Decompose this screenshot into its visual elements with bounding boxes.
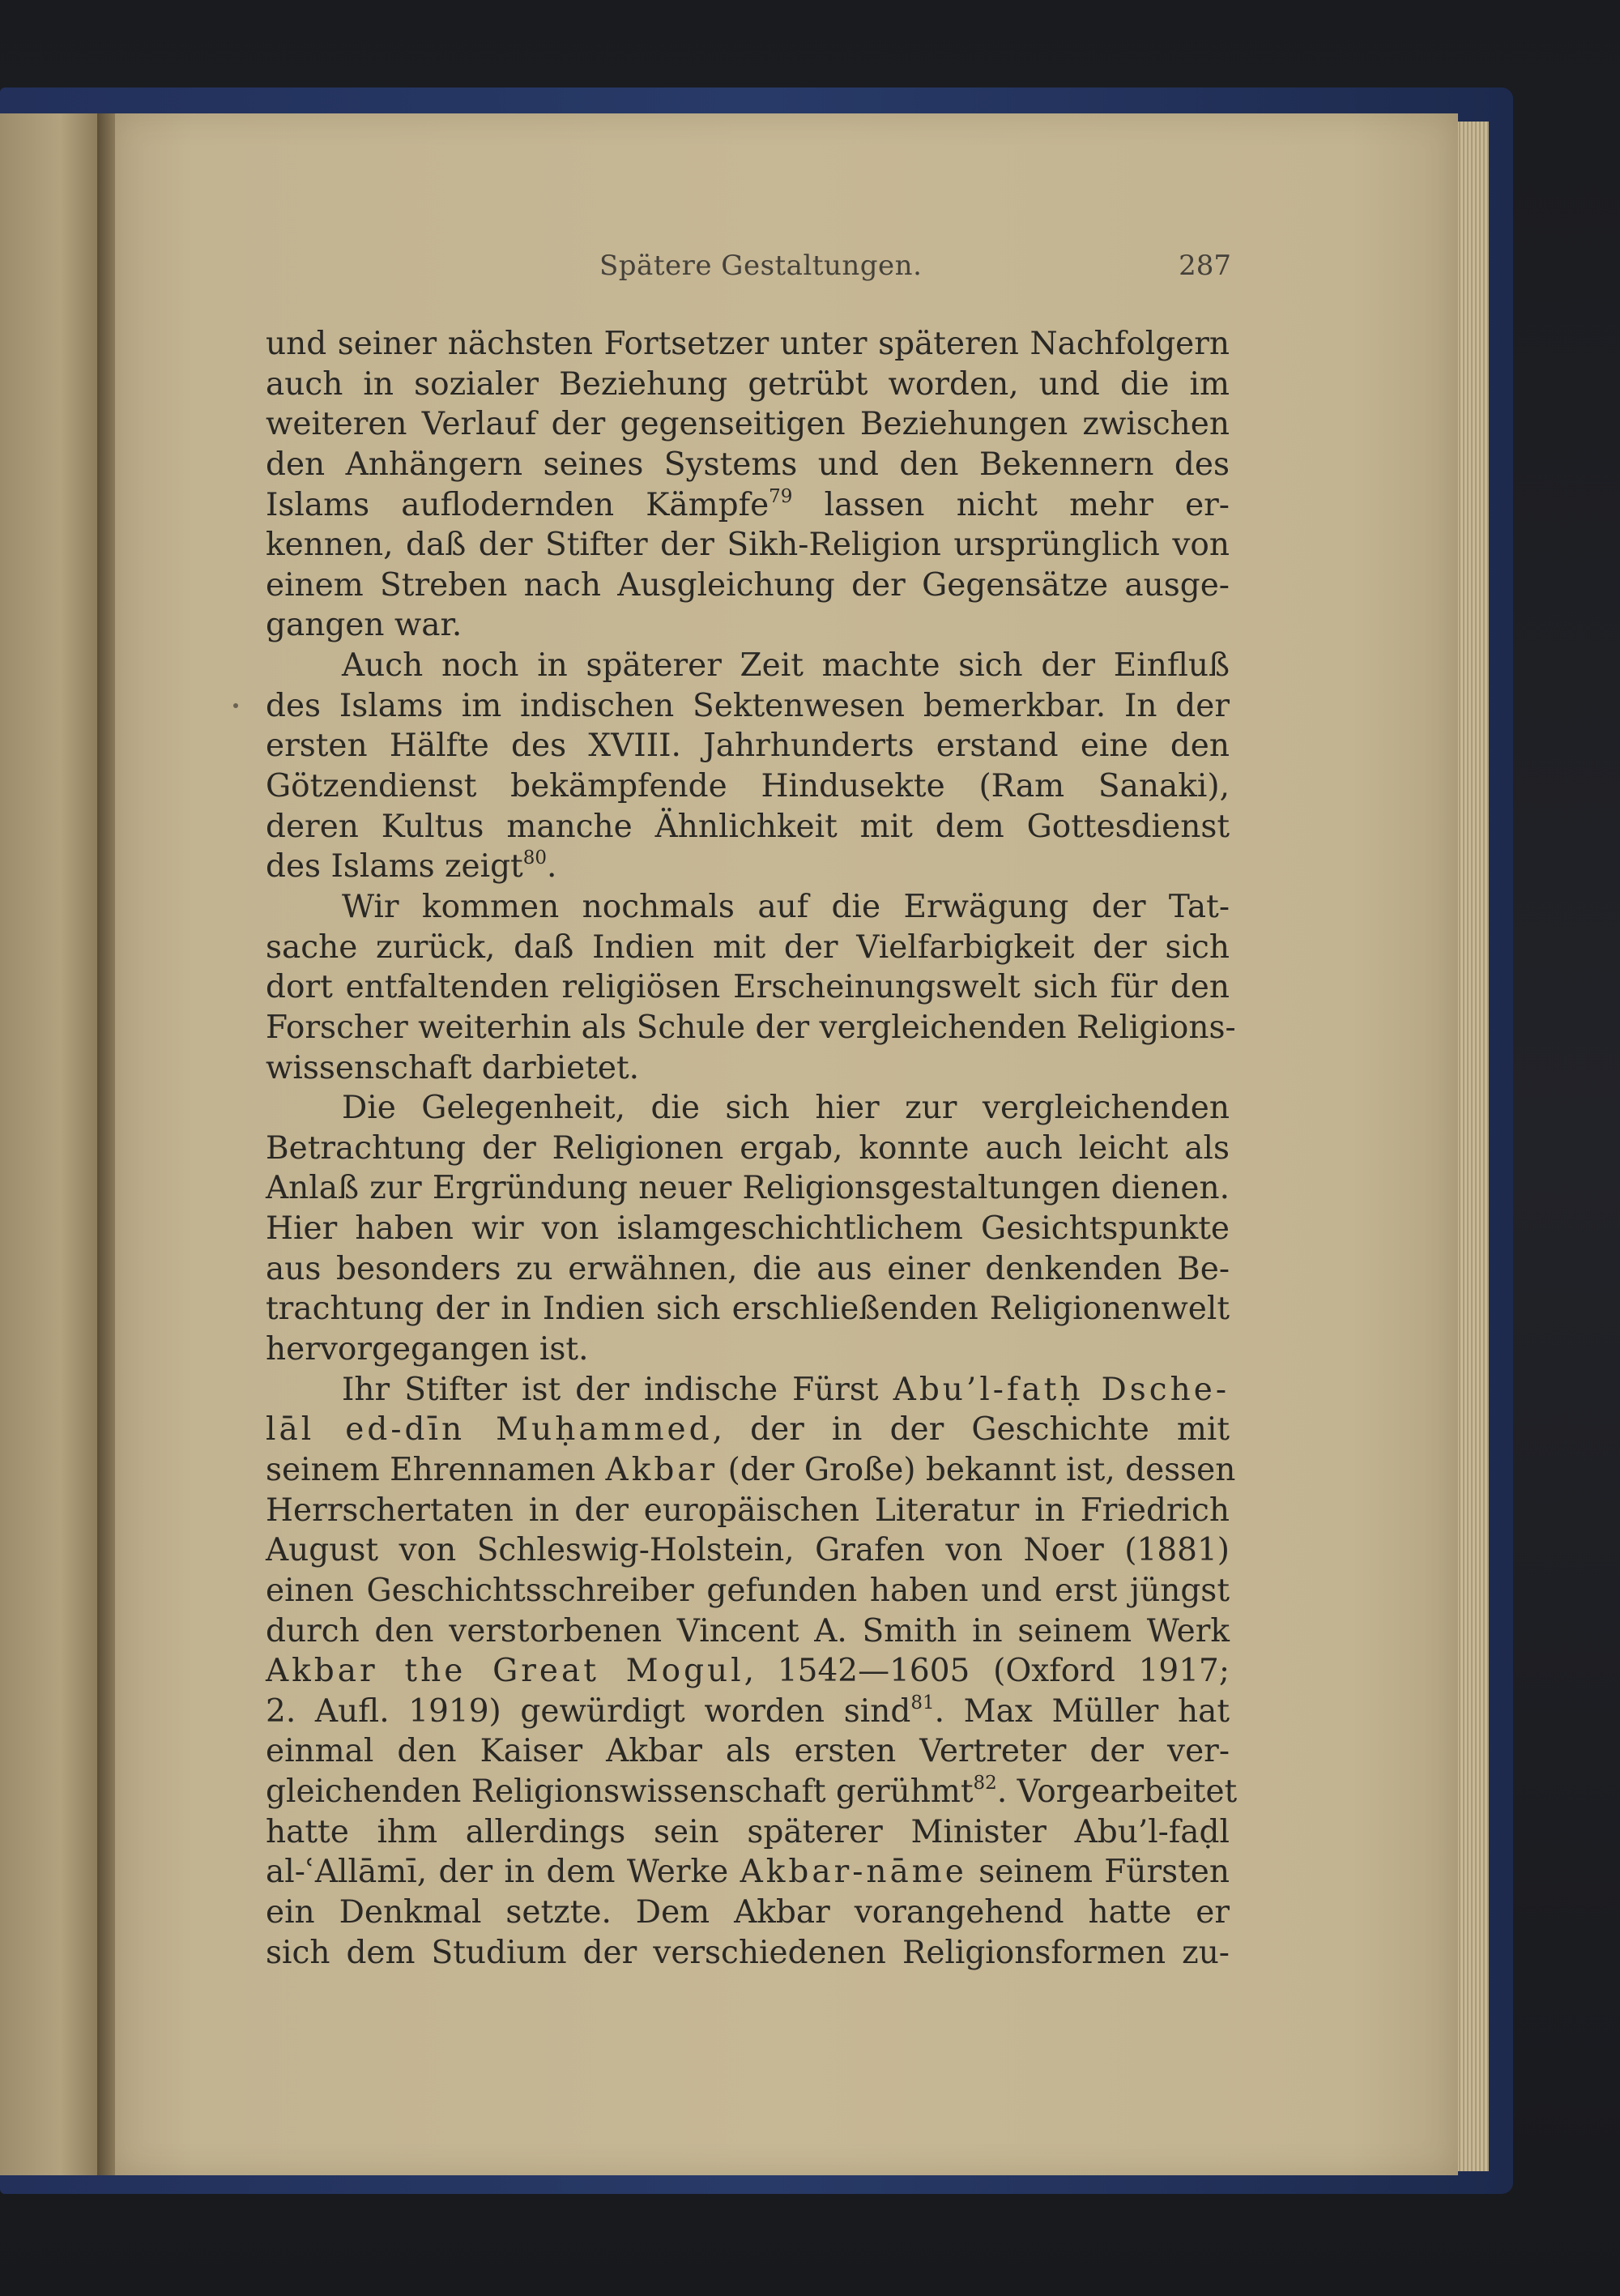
text-line: Herrschertaten in der europäischen Literatur in Friedrich [266, 1492, 1230, 1529]
text-line: ein Denkmal setzte. Dem Akbar vorangehend hatte er [266, 1893, 1230, 1931]
text-line: Auch noch in späterer Zeit machte sich der Einfluß [342, 647, 1230, 685]
text-line: Götzendienst bekämpfende Hindusekte (Ram Sanaki), [266, 768, 1230, 805]
text-line: Hier haben wir von islamgeschichtlichem Gesichtspunkte [266, 1210, 1230, 1248]
text-line: kennen, daß der Stifter der Sikh-Religion ursprünglich von [266, 527, 1230, 564]
text-line: des Islams im indischen Sektenwesen bemerkbar. In der [266, 687, 1230, 724]
text-line: einmal den Kaiser Akbar als ersten Vertreter der ver- [266, 1733, 1230, 1770]
text-line: gangen war. [266, 607, 463, 644]
text-line: aus besonders zu erwähnen, die aus einer denkenden Be- [266, 1250, 1230, 1287]
text-line: sich dem Studium der verschiedenen Religionsformen zu- [266, 1934, 1230, 1971]
book-gutter [97, 113, 115, 2175]
spaced-name: Akbar [605, 1451, 718, 1488]
text-line: August von Schleswig-Holstein, Grafen von Noer (1881) [266, 1532, 1230, 1569]
text-line: Forscher weiterhin als Schule der vergleichenden Religions- [266, 1009, 1236, 1046]
text-line: und seiner nächsten Fortsetzer unter späteren Nachfolgern [266, 326, 1230, 362]
text-line: wissenschaft darbietet. [266, 1049, 640, 1086]
margin-mark [233, 703, 238, 708]
text-line: einem Streben nach Ausgleichung der Gegensätze ausge- [266, 566, 1230, 604]
text-line: ersten Hälfte des XVIII. Jahrhunderts erstand eine den [266, 728, 1230, 765]
running-title: Spätere Gestaltungen. [599, 250, 923, 282]
text-line: Die Gelegenheit, die sich hier zur vergleichenden [342, 1090, 1230, 1127]
spaced-name: Abu’l-fatḥ Dsche- [893, 1371, 1230, 1408]
page-number: 287 [1179, 250, 1231, 282]
footnote-ref: 81 [910, 1692, 935, 1713]
text-line: 2. Aufl. 1919) gewürdigt worden sind$^{81}$. Max Müller hat [266, 1692, 1230, 1730]
text-line: trachtung der in Indien sich erschließenden Religionenwelt [266, 1291, 1230, 1328]
text-line: hervorgegangen ist. [266, 1331, 589, 1368]
text-line: lāl ed-dīn Muḥammed, der in der Geschichte mit [266, 1411, 1230, 1449]
text-line: auch in sozialer Beziehung getrübt worden, und die im [266, 365, 1230, 403]
running-head [267, 250, 1231, 288]
text-line: durch den verstorbenen Vincent A. Smith in seinem Werk [266, 1612, 1230, 1649]
spaced-title: Akbar-nāme [740, 1854, 967, 1891]
text-line: dort entfaltenden religiösen Erscheinungswelt sich für den [266, 969, 1230, 1006]
footnote-ref: 79 [769, 485, 793, 507]
spaced-name: lāl ed-dīn Muḥammed [266, 1411, 713, 1449]
text-line: Wir kommen nochmals auf die Erwägung der Tat- [342, 888, 1230, 925]
text-line: Islams auflodernden Kämpfe$^{79}$ lassen nicht mehr er- [266, 485, 1230, 523]
text-line: Akbar the Great Mogul, 1542—1605 (Oxford 1917; [266, 1653, 1230, 1690]
text-line: des Islams zeigt$^{80}$. [266, 847, 557, 886]
text-line: sache zurück, daß Indien mit der Vielfarbigkeit der sich [266, 928, 1230, 966]
left-page-edge [0, 113, 100, 2175]
footnote-ref: 82 [973, 1773, 997, 1795]
spaced-title: Akbar the Great Mogul [266, 1653, 744, 1690]
body-text [266, 324, 1238, 1973]
text-line: einen Geschichtsschreiber gefunden haben und erst jüngst [266, 1572, 1230, 1609]
text-line: seinem Ehrennamen Akbar (der Große) bekannt ist, dessen [266, 1451, 1236, 1488]
footnote-ref: 80 [522, 847, 548, 869]
text-line: gleichenden Religionswissenschaft gerühmt$^{82}$. Vorgearbeitet [266, 1773, 1238, 1811]
text-line: al-ʿAllāmī, der in dem Werke Akbar-nāme seinem Fürsten [266, 1854, 1230, 1891]
text-line: hatte ihm allerdings sein späterer Minister Abu’l-faḍl [266, 1813, 1230, 1850]
text-line: Ihr Stifter ist der indische Fürst Abu’l-fatḥ Dsche- [342, 1371, 1230, 1408]
text-line: Anlaß zur Ergründung neuer Religionsgestaltungen dienen. [266, 1170, 1230, 1207]
text-line: deren Kultus manche Ähnlichkeit mit dem Gottesdienst [266, 808, 1230, 845]
text-line: Betrachtung der Religionen ergab, konnte auch leicht als [266, 1129, 1230, 1167]
text-line: weiteren Verlauf der gegenseitigen Beziehungen zwischen [266, 406, 1230, 443]
text-line: den Anhängern seines Systems und den Bekennern des [266, 446, 1230, 483]
